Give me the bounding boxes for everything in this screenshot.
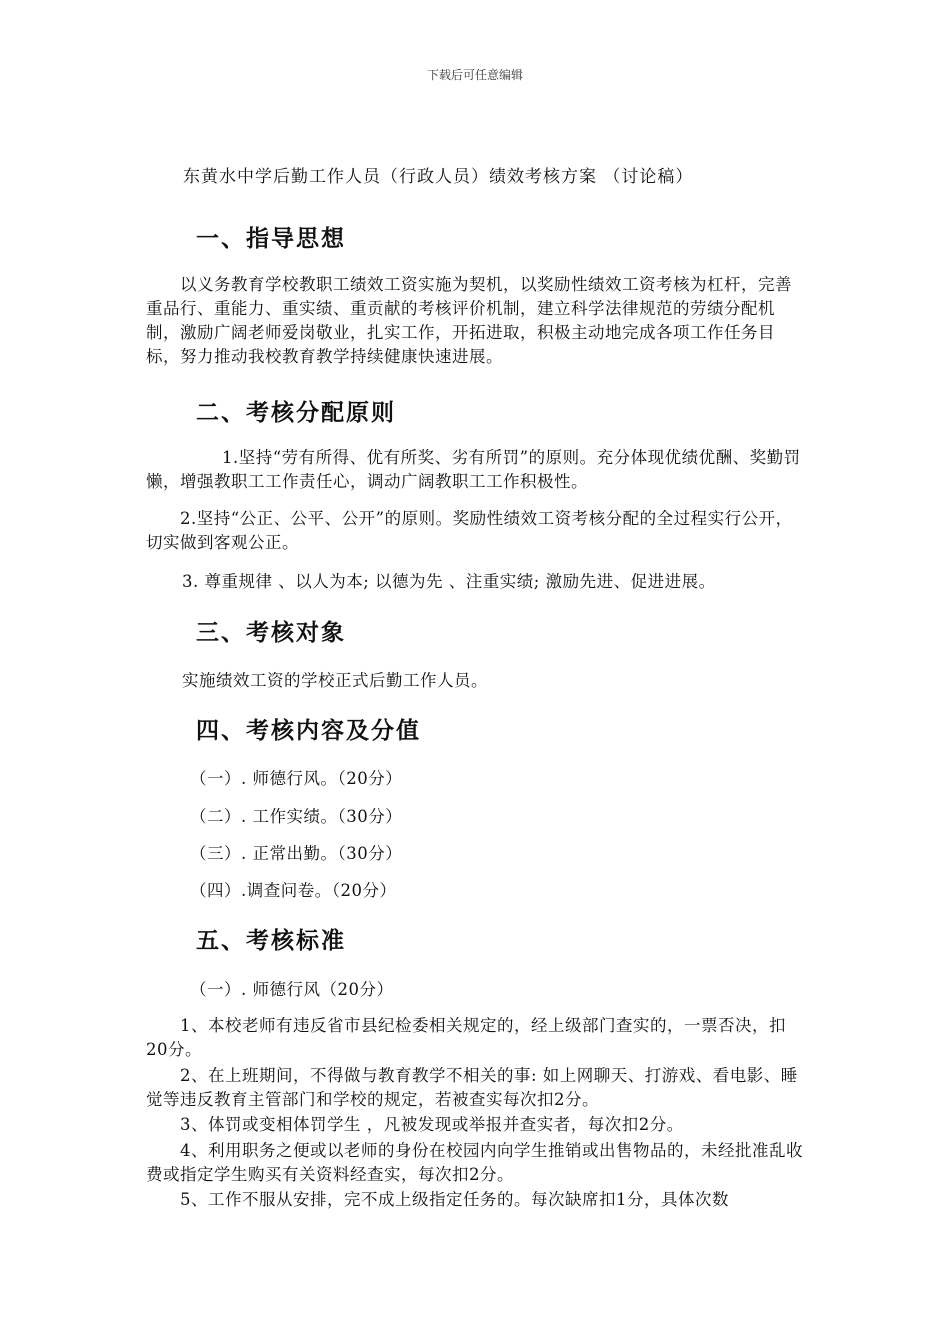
page-title: 东黄水中学后勤工作人员（行政人员）绩效考核方案 （讨论稿） [183,167,694,187]
standard-rule: 5、工作不服从安排，完不成上级指定任务的。每次缺席扣1分，具体次数 [180,1190,729,1209]
principle-1: 1.坚持“劳有所得、优有所奖、劣有所罚”的原则。充分体现优绩优酬、奖勤罚懒，增强教职工工作责任心，调动广阔教职工工作积极性。 [146,448,801,491]
section-heading-4: 四、考核内容及分值 [196,718,421,744]
section-heading-5: 五、考核标准 [196,928,346,954]
standard-rule: 3、体罚或变相体罚学生 ，凡被发现或举报并查实者，每次扣2分。 [180,1115,684,1134]
standard-rule: 4、利用职务之便或以老师的身份在校园内向学生推销或出售物品的，未经批准乱收费或指定学生购买有关资料经查实，每次扣2分。 [146,1141,803,1184]
content-item: （一）. 师德行风。（20分） [190,769,403,788]
section-3-paragraph: 实施绩效工资的学校正式后勤工作人员。 [182,671,488,690]
content-item: （三）. 正常出勤。（30分） [190,844,403,863]
content-item: （四）.调查问卷。（20分） [190,881,397,900]
header-note: 下载后可任意编辑 [426,68,523,82]
principle-3: 3. 尊重规律 、以人为本; 以德为先 、注重实绩; 激励先进、促进进展。 [182,572,716,591]
standard-rule: 2、在上班期间，不得做与教育教学不相关的事: 如上网聊天、打游戏、看电影、睡觉等违反教育主管部门和学校的规定，若被查实每次扣2分。 [146,1066,798,1109]
section-1-paragraph: 以义务教育学校教职工绩效工资实施为契机，以奖励性绩效工资考核为杠杆，完善重品行、重能力、重实绩、重贡献的考核评价机制，建立科学法律规范的劳绩分配机制，激励广阔老师爱岗敬业，扎实工作，开拓进取，积极主动地完成各项工作任务目标，努力推动我校教育教学持续健康快速进展。 [146,275,792,366]
section-heading-1: 一、指导思想 [196,226,346,252]
section-heading-3: 三、考核对象 [196,620,346,646]
content-item: （二）. 工作实绩。（30分） [190,807,403,826]
section-heading-2: 二、考核分配原则 [196,400,396,426]
standard-subheading: （一）. 师德行风（20分） [190,980,394,999]
principle-2: 2.坚持“公正、公平、公开”的原则。奖励性绩效工资考核分配的全过程实行公开，切实做到客观公正。 [146,509,793,552]
standard-rule: 1、本校老师有违反省市县纪检委相关规定的，经上级部门查实的，一票否决，扣20分。 [146,1016,786,1059]
